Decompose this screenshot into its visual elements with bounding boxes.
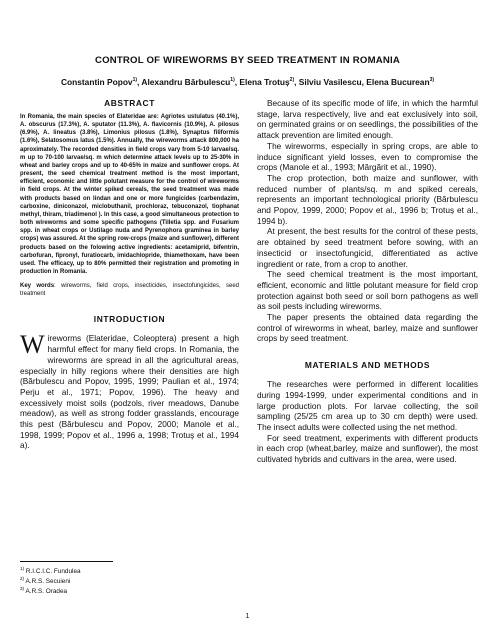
footnote-mark: 1) xyxy=(20,566,25,571)
methods-heading: MATERIALS AND METHODS xyxy=(304,360,431,371)
abstract-heading: ABSTRACT xyxy=(104,98,155,108)
keywords-label: Key words xyxy=(20,283,55,290)
right-column xyxy=(257,98,478,465)
footnote-text: A.R.S. Secuieni xyxy=(25,578,71,586)
footnote-text: R.I.C.I.C. Fundulea xyxy=(25,568,81,576)
footnote-text: A.R.S. Oradea xyxy=(25,588,68,596)
methods-paragraph: The researches were performed in different localities during 1994-1999, under experimental conditions and in large production plots. For larvae collecting, the soil sampling (25/25 cm area up to 30 cm depth) were used. The insect adults were collected using the net method. xyxy=(257,379,478,432)
abstract-body xyxy=(20,113,239,276)
body-paragraph: The crop protection, both maize and sunflower, with reduced number of plants/sq. m and spiked cereals, represents an important technological priority (Bărbulescu and Popov, 1999, 2000; Popov et al., 1996 b; Trotuș et al., 1994 b). xyxy=(257,172,478,226)
body-paragraph: The wireworms, especially in spring crops, are able to induce significant yield losses, even to compromise the crops (Manole et al., 1993; Mărgărit et al., 1990). xyxy=(257,140,478,173)
page-number: 1 xyxy=(245,613,250,620)
author-affiliation-mark: 2) xyxy=(289,77,295,84)
body-paragraph: Because of its specific mode of life, in which the harmful stage, larva respectively, live and eat exclusively into soil, on germinated grains or on seedlings, the possibilities of the attack prevention are limited enough. xyxy=(257,98,478,141)
methods-paragraph: For seed treatment, experiments with different products in each crop (wheat,barley, maize and sunflower), the most cultivated hybrids and cultivars in the area, were used. xyxy=(257,432,478,465)
abstract-text: In Romania, the main species of Elateridae are: Agriotes ustulatus (40.1%), A. obscurus (17.3%), A. sputator (11.3%), A. flavicornis (10.9%), A. pilosus (6.9%), A. lineatus (3.8%), Limonius pilosus (1.8%), Synaptus filiformis (1.6%), Selatosomus latus (1.5%). Annually, the wireworms attack 800,000 ha aproximately. The recorded densities in field crops vary from 5-10 larvae/sq. m up to 70-100 larvae/sq. m which determine attack levels up to 25-30% in wheat and barley crops and up to 40-65% in maize and sunflower crops. At present, the seed chemical treatment method is the most important, efficient, economic and little polutant measure for the control of wireworms in field crops. At the winter spiked cereals, the seed treatment was made with products based on lindan and one or more fungicides (carbendazim, carboxine, diniconazol, miclobuthanil, prochloraz, tebuconazol, tiophanat methyl, thiram, triadimenol ). In this case, a good simultaneous protection to both wireworms and some specific pathogens (Tilletia spp. and Fusarium spp. in wheat crops or Ustilago nuda and Pyrenophora graminea in barley crops) was assured. At the spring row-crops (maize and sunflower), different products based on the folowing active ingredients: acetamiprid, bifentrin, carbofuran, fipronyl, furatiocarb, imidachlopride, thiamethoxam, have been used. The efficacy, up to 80% permitted their registration and promoting in production in Romania. xyxy=(20,114,239,275)
footnote xyxy=(20,586,67,595)
introduction-heading: INTRODUCTION xyxy=(93,314,166,325)
author-name: Alexandru Bărbulescu xyxy=(141,77,231,87)
author-affiliation-mark: 1) xyxy=(230,77,235,84)
keywords xyxy=(20,282,239,298)
author-affiliation-mark: 1) xyxy=(132,77,138,84)
paper-title: CONTROL OF WIREWORMS BY SEED TREATMENT IN ROMANIA xyxy=(94,55,401,66)
footnote-mark: 3) xyxy=(20,586,25,591)
author-name: Constantin Popov xyxy=(60,77,133,87)
body-paragraph: The paper presents the obtained data regarding the control of wireworms in wheat, barley, maize and sunflower crops by seed treatment. xyxy=(257,312,478,344)
body-paragraph: At present, the best results for the control of these pests, are obtained by seed treatment before sowing, with an insecticid or insectofungicid, differentiated as active ingredient or rate, from a crop to another. xyxy=(257,226,478,269)
keywords-text: : wireworms, field crops, insecticides, insectofungicides, seed treatment xyxy=(20,283,239,298)
author-name: Elena Trotuș xyxy=(239,77,290,87)
footnote xyxy=(20,576,70,585)
author-line: Constantin Popov$^{1)}$, Alexandru Bărbulescu$^{1)}$, Elena Trotuș$^{2)}$, Silviu Vasilescu, Elena Bucurean$^{3)}$ xyxy=(60,77,435,87)
footnote-rule xyxy=(20,561,113,562)
body-paragraph: The seed chemical treatment is the most important, efficient, economic and little polutant measure for field crop protection against both seed or soil born pathogens as well as soil pests including wireworms. xyxy=(257,269,478,312)
introduction-text: ireworms (Elateridae, Coleoptera) present a high harmful effect for many field crops. In Romania, the wireworms are spread in all the agricultural areas, especially in hilly regions where their densities are high (Bărbulescu and Popov, 1995, 1999; Paulian et al., 1974; Perju et al., 1971; Popov, 1996). The heavy and excessively moist soils (podzols, river meadows, Danube meadow), as well as strong fodder grasslands, encourage this pest (Bărbulescu and Popov, 2000; Manole et al., 1998, 1999; Popov et al., 1996 a, 1998; Trotuș et al., 1994 a). xyxy=(20,333,239,451)
introduction-paragraph xyxy=(20,330,239,451)
footnote-mark: 2) xyxy=(20,576,25,581)
drop-cap: W xyxy=(20,330,45,360)
footnote xyxy=(20,566,81,575)
author-affiliation-mark: 3) xyxy=(429,77,435,84)
left-column xyxy=(20,98,239,451)
author-name: Silviu Vasilescu, Elena Bucurean xyxy=(298,77,430,87)
